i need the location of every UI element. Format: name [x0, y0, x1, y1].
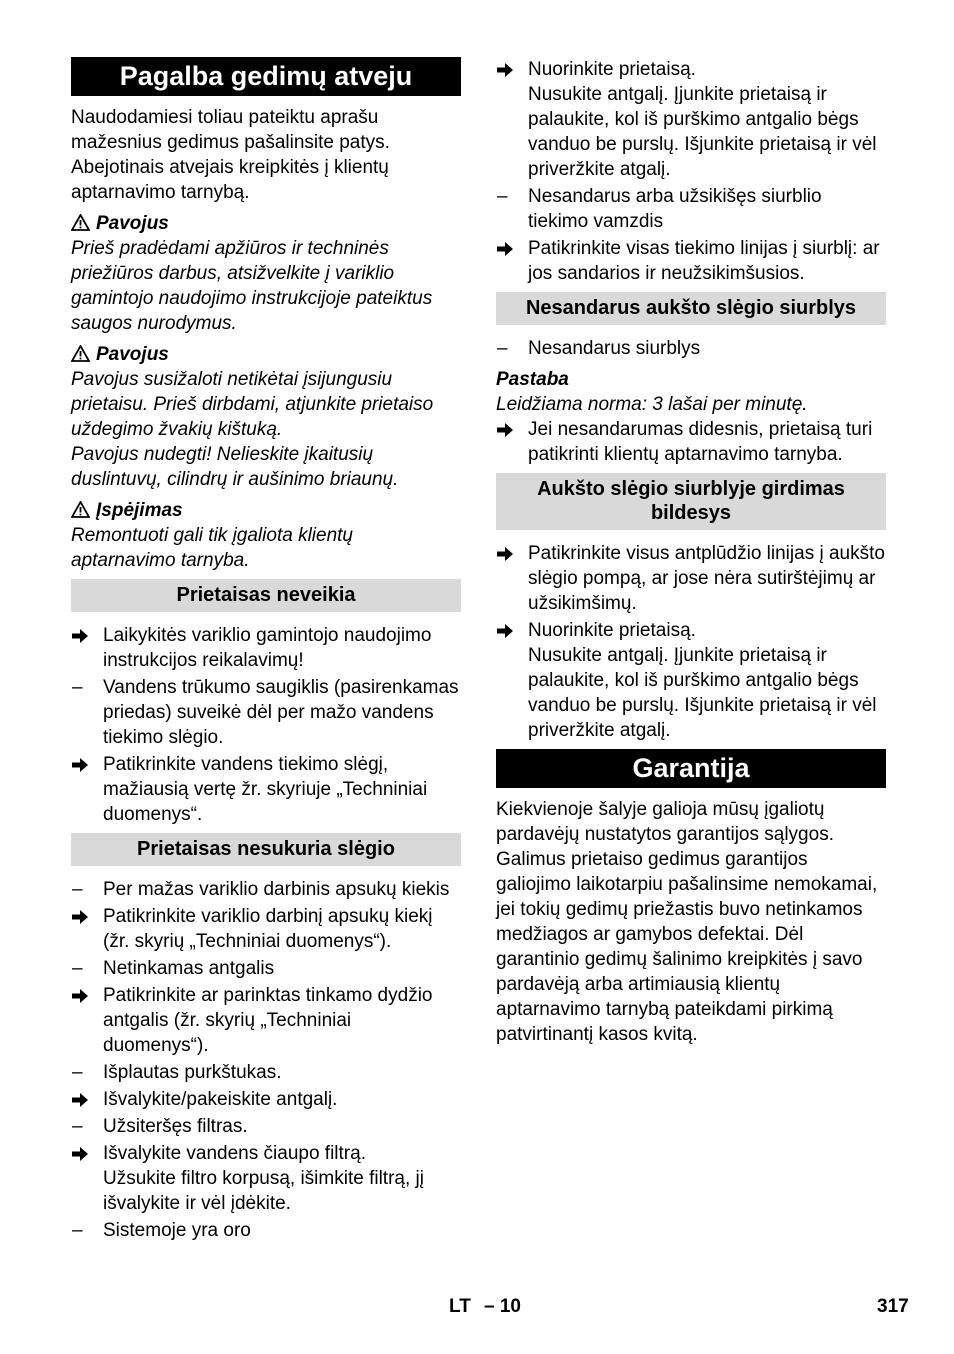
list-item: Nuorinkite prietaisą.: [496, 618, 886, 643]
list-item: Patikrinkite ar parinktas tinkamo dydžio antgalis (žr. skyrių „Techniniai duomenys“).: [71, 983, 461, 1058]
warning-heading-2: Pavojus: [71, 342, 461, 367]
arrow-right-icon: [496, 241, 514, 257]
intro-text: Naudodamiesi toliau pateiktu aprašu mažesnius gedimus pašalinsite patys. Abejotinais atvejais kreipkitės į klientų aptarnavimo tarnybą.: [71, 107, 390, 203]
list-item: – Išplautas purkštukas.: [72, 1062, 282, 1083]
footer-page-number: 317: [877, 1296, 909, 1317]
warning-heading-1: Pavojus: [71, 211, 461, 236]
list-item: – Sistemoje yra oro: [72, 1220, 251, 1241]
list-item-continuation: Nusukite antgalį. Įjunkite prietaisą ir palaukite, kol iš purškimo antgalio bėgs vanduo be purslų. Išjunkite prietaisą ir vėl priveržkite atgalį.: [528, 84, 877, 180]
note-heading: Pastaba: [496, 369, 569, 390]
list-item: Išvalykite/pakeiskite antgalį.: [71, 1087, 461, 1112]
left-column: [71, 57, 461, 1245]
list-item: Patikrinkite visas tiekimo linijas į siurblį: ar jos sandarios ir neužsikimšusios.: [496, 236, 886, 286]
subsection-title-nesandarus: Nesandarus aukšto slėgio siurblys: [496, 292, 886, 325]
list-item: – Per mažas variklio darbinis apsukų kiekis: [72, 879, 450, 900]
caution-heading: Įspėjimas: [71, 498, 461, 523]
list-item: Laikykitės variklio gamintojo naudojimo instrukcijos reikalavimų!: [71, 623, 461, 673]
warning-text-1: Prieš pradėdami apžiūros ir techninės priežiūros darbus, atsižvelkite į variklio gamintojo naudojimo instrukcijoje pateiktus saugos nurodymus.: [71, 238, 433, 334]
list-item: Patikrinkite visus antplūdžio linijas į aukšto slėgio pompą, ar jose nėra sutirštėjimų ar užsikimšimų.: [496, 541, 886, 616]
arrow-right-icon: [496, 623, 514, 639]
subsection-title-nesukuria: Prietaisas nesukuria slėgio: [71, 833, 461, 866]
list-item: – Nesandarus siurblys: [497, 338, 701, 359]
list-item: Jei nesandarumas didesnis, prietaisą turi patikrinti klientų aptarnavimo tarnyba.: [496, 417, 886, 467]
warning-text-2a: Pavojus susižaloti netikėtai įsijungusiu prietaisu. Prieš dirbdami, atjunkite prietaiso uždegimo žvakių kištuką.: [71, 369, 434, 440]
list-item: Išvalykite vandens čiaupo filtrą.: [71, 1141, 461, 1166]
list-item-continuation: Nusukite antgalį. Įjunkite prietaisą ir palaukite, kol iš purškimo antgalio bėgs vanduo be purslų. Išjunkite prietaisą ir vėl priveržkite atgalį.: [528, 645, 877, 741]
list-item: – Vandens trūkumo saugiklis (pasirenkamas priedas) suveikė dėl per mažo vandens tiekimo slėgio.: [72, 677, 459, 748]
arrow-right-icon: [71, 1146, 89, 1162]
right-column: [496, 57, 886, 1047]
arrow-right-icon: [496, 422, 514, 438]
arrow-right-icon: [71, 909, 89, 925]
list-item-continuation: Užsukite filtro korpusą, išimkite filtrą, jį išvalykite ir vėl įdėkite.: [103, 1168, 424, 1214]
arrow-right-icon: [71, 757, 89, 773]
list-item: – Užsiteršęs filtras.: [72, 1116, 248, 1137]
section-title-garantija: Garantija: [496, 749, 886, 788]
list-item: Patikrinkite variklio darbinį apsukų kiekį (žr. skyrių „Techniniai duomenys“).: [71, 904, 461, 954]
section-title-pagalba: Pagalba gedimų atveju: [71, 57, 461, 96]
arrow-right-icon: [496, 546, 514, 562]
subsection-title-neveikia: Prietaisas neveikia: [71, 579, 461, 612]
footer-section-page: – 10: [484, 1296, 521, 1317]
list-item: Patikrinkite vandens tiekimo slėgį, mažiausią vertę žr. skyriuje „Techniniai duomenys“.: [71, 752, 461, 827]
list-item: Nuorinkite prietaisą.: [496, 57, 886, 82]
arrow-right-icon: [71, 1092, 89, 1108]
warning-triangle-icon: [71, 214, 90, 231]
list-item: – Netinkamas antgalis: [72, 958, 275, 979]
warning-text-2b: Pavojus nudegti! Nelieskite įkaitusių duslintuvų, cilindrų ir aušinimo briaunų.: [71, 444, 399, 490]
warning-triangle-icon: [71, 501, 90, 518]
arrow-right-icon: [496, 62, 514, 78]
caution-text: Remontuoti gali tik įgaliota klientų aptarnavimo tarnyba.: [71, 525, 353, 571]
warning-triangle-icon: [71, 345, 90, 362]
garantija-text: Kiekvienoje šalyje galioja mūsų įgaliotų pardavėjų nustatytos garantijos sąlygos. Galimus prietaiso gedimus garantijos galiojimo laikotarpiu pašalinsime nemokamai, jei tokių gedimų priežastis buvo netinkamos medžiagos ar gamybos defektai. Dėl garantinio gedimų šalinimo kreipkitės į savo pardavėją arba artimiausią klientų aptarnavimo tarnybą pateikdami pirkimą patvirtinantį kasos kvitą.: [496, 799, 878, 1045]
note-text: Leidžiama norma: 3 lašai per minutę.: [496, 394, 808, 415]
subsection-title-bildesys: Aukšto slėgio siurblyje girdimas bildesys: [496, 473, 886, 530]
arrow-right-icon: [71, 988, 89, 1004]
footer-language: LT: [449, 1296, 471, 1317]
list-item: – Nesandarus arba užsikišęs siurblio tiekimo vamzdis: [497, 186, 822, 232]
arrow-right-icon: [71, 628, 89, 644]
